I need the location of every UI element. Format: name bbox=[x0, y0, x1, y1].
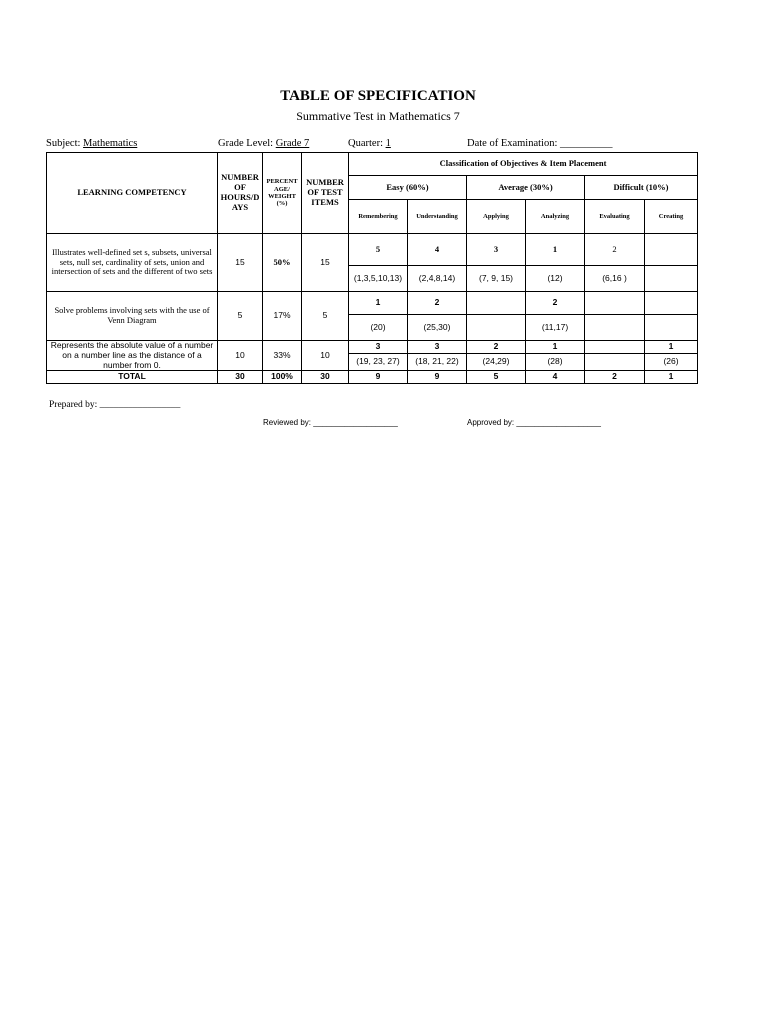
header-remembering: Remembering bbox=[349, 200, 408, 234]
header-items: NUMBER OF TEST ITEMS bbox=[302, 153, 349, 234]
count-cell bbox=[585, 341, 645, 354]
hours-cell: 10 bbox=[218, 341, 263, 371]
total-count: 5 bbox=[467, 371, 526, 384]
date-value: __________ bbox=[560, 138, 613, 149]
items-cell: 5 bbox=[302, 292, 349, 341]
placement-cell: (1,3,5,10,13) bbox=[349, 266, 408, 292]
header-percent: PERCENT AGE/ WEIGHT (%) bbox=[263, 153, 302, 234]
competency-cell: Represents the absolute value of a number on a number line as the distance of a number from 0. bbox=[47, 341, 218, 371]
count-cell: 2 bbox=[408, 292, 467, 315]
placement-cell: (6,16 ) bbox=[585, 266, 645, 292]
count-cell: 4 bbox=[408, 234, 467, 266]
grade-value: Grade 7 bbox=[275, 138, 310, 149]
placement-cell: (2,4,8,14) bbox=[408, 266, 467, 292]
count-cell bbox=[467, 292, 526, 315]
table-row bbox=[47, 292, 698, 315]
table-row bbox=[47, 234, 698, 266]
date-field bbox=[467, 138, 613, 149]
placement-cell: (7, 9, 15) bbox=[467, 266, 526, 292]
placement-cell: (18, 21, 22) bbox=[408, 354, 467, 371]
prepared-by: Prepared by: _________________ bbox=[49, 400, 181, 410]
placement-cell bbox=[585, 354, 645, 371]
total-label: TOTAL bbox=[47, 371, 218, 384]
header-analyzing: Analyzing bbox=[526, 200, 585, 234]
total-count: 9 bbox=[408, 371, 467, 384]
subject-field bbox=[46, 138, 137, 149]
total-hours: 30 bbox=[218, 371, 263, 384]
header-easy: Easy (60%) bbox=[349, 176, 467, 200]
subject-value: Mathematics bbox=[83, 138, 138, 149]
approved-by: Approved by: ___________________ bbox=[467, 418, 601, 427]
grade-field bbox=[218, 138, 309, 149]
placement-cell: (19, 23, 27) bbox=[349, 354, 408, 371]
count-cell: 3 bbox=[408, 341, 467, 354]
header-average: Average (30%) bbox=[467, 176, 585, 200]
placement-cell: (24,29) bbox=[467, 354, 526, 371]
count-cell: 2 bbox=[526, 292, 585, 315]
placement-cell bbox=[645, 266, 698, 292]
header-classification: Classification of Objectives & Item Placement bbox=[349, 153, 698, 176]
header-creating: Creating bbox=[645, 200, 698, 234]
header-evaluating: Evaluating bbox=[585, 200, 645, 234]
placement-cell: (28) bbox=[526, 354, 585, 371]
hours-cell: 15 bbox=[218, 234, 263, 292]
count-cell: 1 bbox=[349, 292, 408, 315]
quarter-label: Quarter: bbox=[348, 138, 383, 149]
header-difficult: Difficult (10%) bbox=[585, 176, 698, 200]
count-cell bbox=[585, 292, 645, 315]
total-count: 2 bbox=[585, 371, 645, 384]
date-label: Date of Examination: bbox=[467, 138, 558, 149]
quarter-field bbox=[348, 138, 391, 149]
count-cell: 1 bbox=[526, 341, 585, 354]
document-title: TABLE OF SPECIFICATION bbox=[280, 88, 476, 104]
items-cell: 15 bbox=[302, 234, 349, 292]
count-cell: 5 bbox=[349, 234, 408, 266]
placement-cell bbox=[467, 315, 526, 341]
competency-cell: Solve problems involving sets with the use of Venn Diagram bbox=[47, 292, 218, 341]
competency-cell: Illustrates well-defined set s, subsets, universal sets, null set, cardinality of sets, union and intersection of sets and the different of two sets bbox=[47, 234, 218, 292]
count-cell: 3 bbox=[467, 234, 526, 266]
grade-label: Grade Level: bbox=[218, 138, 274, 149]
count-cell bbox=[645, 292, 698, 315]
count-cell: 1 bbox=[645, 341, 698, 354]
hours-cell: 5 bbox=[218, 292, 263, 341]
count-cell: 2 bbox=[467, 341, 526, 354]
document-subtitle: Summative Test in Mathematics 7 bbox=[296, 109, 460, 123]
total-percent: 100% bbox=[263, 371, 302, 384]
total-count: 9 bbox=[349, 371, 408, 384]
specification-table bbox=[46, 152, 698, 384]
table-row bbox=[47, 341, 698, 354]
total-items: 30 bbox=[302, 371, 349, 384]
placement-cell: (25,30) bbox=[408, 315, 467, 341]
header-understanding: Understanding bbox=[408, 200, 467, 234]
count-cell bbox=[645, 234, 698, 266]
header-learning-competency: LEARNING COMPETENCY bbox=[47, 153, 218, 234]
quarter-value: 1 bbox=[385, 138, 391, 149]
placement-cell bbox=[585, 315, 645, 341]
percent-cell: 17% bbox=[263, 292, 302, 341]
items-cell: 10 bbox=[302, 341, 349, 371]
total-count: 4 bbox=[526, 371, 585, 384]
placement-cell: (11,17) bbox=[526, 315, 585, 341]
count-cell: 2 bbox=[585, 234, 645, 266]
total-count: 1 bbox=[645, 371, 698, 384]
placement-cell: (26) bbox=[645, 354, 698, 371]
count-cell: 1 bbox=[526, 234, 585, 266]
subject-label: Subject: bbox=[46, 138, 81, 149]
placement-cell bbox=[645, 315, 698, 341]
reviewed-by: Reviewed by: ___________________ bbox=[263, 418, 398, 427]
percent-cell: 33% bbox=[263, 341, 302, 371]
placement-cell: (20) bbox=[349, 315, 408, 341]
percent-cell: 50% bbox=[263, 234, 302, 292]
total-row bbox=[47, 371, 698, 384]
header-applying: Applying bbox=[467, 200, 526, 234]
header-hours: NUMBER OF HOURS/D AYS bbox=[218, 153, 263, 234]
placement-cell: (12) bbox=[526, 266, 585, 292]
count-cell: 3 bbox=[349, 341, 408, 354]
